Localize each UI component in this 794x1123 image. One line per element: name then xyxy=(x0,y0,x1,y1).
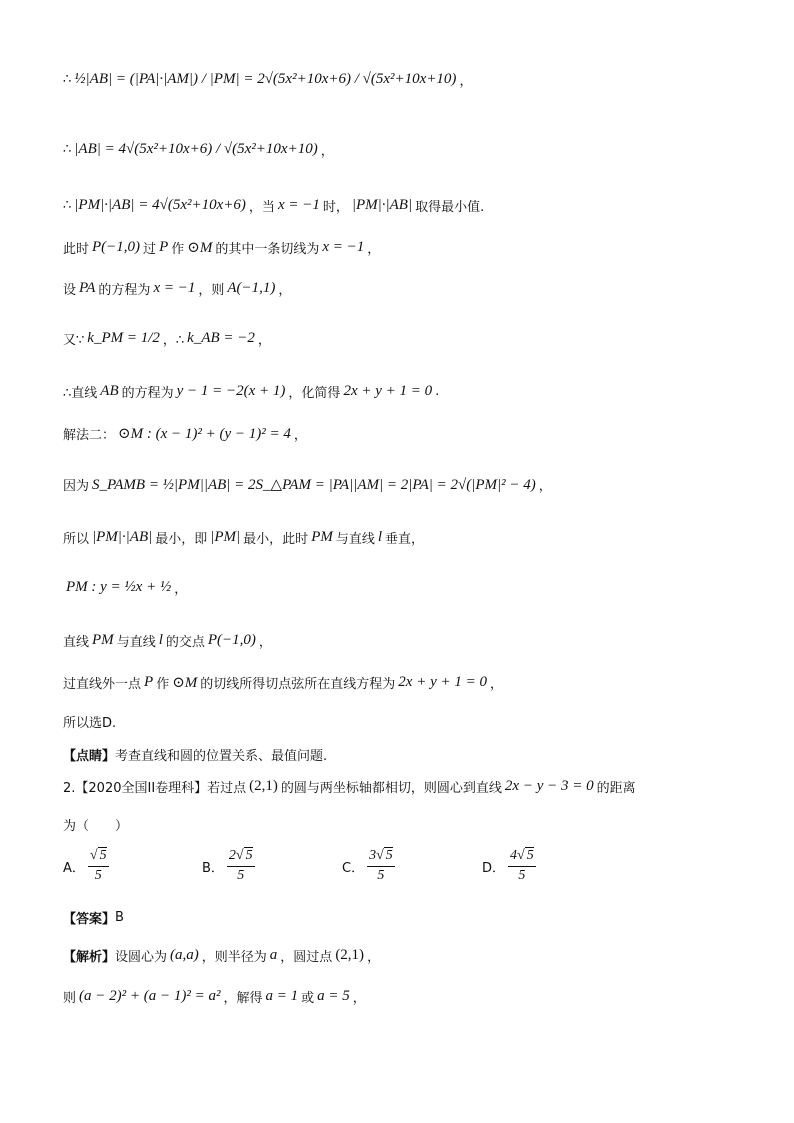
equation-ab: |AB| = 4√(5x²+10x+6) / √(5x²+10x+10) xyxy=(74,141,318,157)
equation-half-ab: ½|AB| = (|PA|·|AM|) / |PM| = 2√(5x²+10x+6) / √(5x²+10x+10) xyxy=(74,71,457,87)
analysis-line-1: 【解析】 设圆心为 (a,a) ，则半径为 a ，圆过点 (2,1) ， xyxy=(63,947,381,965)
question-2-stem-cont: 为（ ） xyxy=(63,819,129,834)
question-2-stem: 2.【2020全国II卷理科】若过点 (2,1) 的圆与两坐标轴都相切，则圆心到直线 2x − y − 3 = 0 的距离 xyxy=(63,778,636,796)
solution-line-5: 设 PA 的方程为 x = −1 ，则 A(−1,1) ， xyxy=(63,280,292,298)
solution-line-2: ∴ |AB| = 4√(5x²+10x+6) / √(5x²+10x+10) ， xyxy=(63,141,334,159)
option-b: B． $\frac{2√ 5}{5}$ xyxy=(202,848,253,883)
choice-conclusion: 所以选D. xyxy=(63,716,117,731)
therefore-symbol: ∴ xyxy=(63,72,72,87)
option-a: A． $\frac{√ 5}{5}$ xyxy=(63,848,107,883)
solution-line-12: 直线 PM 与直线 l 的交点 P(−1,0) ， xyxy=(63,632,272,650)
answer-line xyxy=(63,908,124,927)
solution-line-3: ∴ |PM|·|AB| = 4√(5x²+10x+6) ，当 x = −1 时， |PM|·|AB| 取得最小值. xyxy=(63,197,485,215)
solution-line-6: 又∵ k_PM = 1/2 ，∴ k_AB = −2 ， xyxy=(63,330,271,348)
solution-line-8: 解法二： ⊙M : (x − 1)² + (y − 1)² = 4 ， xyxy=(63,426,307,443)
option-c: C． $\frac{3√ 5}{5}$ xyxy=(342,848,393,883)
solution-line-9: 因为 S_PAMB = ½|PM||AB| = 2S_△PAM = |PA||AM| = 2|PA| = 2√(|PM|² − 4) ， xyxy=(63,477,552,494)
solution-line-13: 过直线外一点 P 作 ⊙M 的切线所得切点弦所在直线方程为 2x + y + 1 = 0 ， xyxy=(63,674,503,692)
solution-line-7: ∴直线 AB 的方程为 y − 1 = −2(x + 1) ，化简得 2x + y + 1 = 0 . xyxy=(63,383,440,401)
option-d: D． $\frac{4√ 5}{5}$ xyxy=(482,848,534,883)
solution-line-14 xyxy=(63,712,116,731)
solution-line-10: 所以 |PM|·|AB| 最小，即 |PM| 最小，此时 PM 与直线 l 垂直， xyxy=(63,529,425,547)
answer-value: B xyxy=(115,910,124,925)
analysis-tag: 【解析】 xyxy=(63,950,116,965)
answer-tag: 【答案】 xyxy=(63,912,116,927)
solution-line-15: 【点睛】 考查直线和圆的位置关系、最值问题. xyxy=(63,745,327,764)
method-two-heading: 解法二： xyxy=(63,428,116,443)
solution-line-1: ∴ ½|AB| = (|PA|·|AM|) / |PM| = 2√(5x²+10x+6) / √(5x²+10x+10) ， xyxy=(63,71,473,89)
solution-line-4: 此时 P(−1,0) 过 P 作 ⊙M 的其中一条切线为 x = −1 ， xyxy=(63,239,381,257)
solution-line-11: PM : y = ½x + ½ ， xyxy=(66,579,188,597)
comment-tag: 【点睛】 xyxy=(63,749,116,764)
analysis-line-2: 则 (a − 2)² + (a − 1)² = a² ，解得 a = 1 或 a = 5 ， xyxy=(63,988,366,1006)
